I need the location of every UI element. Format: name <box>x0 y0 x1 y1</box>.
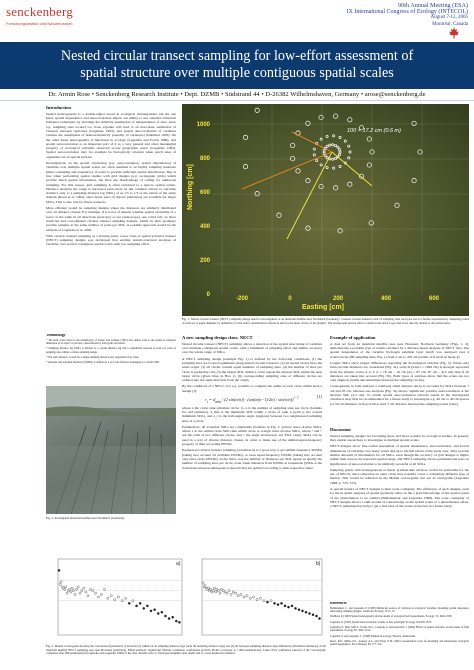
fig3-caption: Fig. 3. Mantel correlogram showing the correlation (Spearman's r) between (a) within-circle sampling distance lags (only 49 sampling distance lags) and (b) all between-sampling-distance-lags differences (Euclidean distances) of the intertidal mudflat NECT sampling area near Hooksiel (Germany). Filled symbols: 'significant' Mantel correlation coefficients (p<0.05, Holm correction, n = 999 permutations). Lines: 95% confidence interval of the correlogram, computed after 999 permutations (Legendre and Legendre 1998) of the data. Results refer to 'hydrogen sulphide layer depth' and to a non-destructive method. <box>46 644 326 656</box>
fig1-map <box>182 104 469 316</box>
data-point <box>85 591 87 593</box>
data-point <box>161 611 163 613</box>
fig1-x-tick: 400 <box>380 296 392 302</box>
data-point <box>215 591 217 593</box>
design-section <box>182 336 322 544</box>
discussion-section <box>330 428 469 552</box>
data-point <box>287 606 289 608</box>
data-point <box>240 593 242 595</box>
fig1-y-tick: 400 <box>199 224 210 230</box>
data-point <box>92 590 94 592</box>
data-point <box>312 614 314 616</box>
data-point <box>117 596 119 598</box>
fig3a-plot <box>46 553 186 643</box>
data-point <box>280 602 282 604</box>
data-point <box>76 588 78 590</box>
senckenberg-logo <box>6 4 73 26</box>
data-point <box>79 592 81 594</box>
brand-name: senckenberg <box>6 4 73 19</box>
discussion-paragraph-1: Nested sampling designs are becoming more and more popular in ecological studies. In general, they enable researchers to investigate at multiple spatial scales. <box>330 433 469 443</box>
data-point <box>212 590 214 592</box>
plot-frame <box>58 559 182 635</box>
reference-item: Bellehumeur, C. and Legendre, P. (1998) Multiscale sources of variation in ecological variables: modeling spatial dispersion, elaborating sampling designs. Landscape Ecology 13:15–25. <box>330 606 469 614</box>
meeting-line-1: 90th Annual Meeting (ESA) <box>398 2 468 9</box>
data-point <box>301 610 303 612</box>
data-point <box>64 588 66 590</box>
panel-label: a) <box>176 561 181 567</box>
data-point <box>213 587 215 589</box>
data-point <box>273 602 275 604</box>
terminology-item: * Sampling distance lag (SDL) is defined as a certain distance lag that is equidistant between at least two pairs of sampling sites within a certain sampling design. <box>46 347 176 354</box>
references-heading: References <box>330 602 347 605</box>
fig1-y-tick: 600 <box>199 190 210 196</box>
fig1-x-tick: 600 <box>428 296 440 302</box>
data-point <box>121 600 123 602</box>
fig1-easting-label: Easting [cm] <box>302 304 345 311</box>
data-point <box>277 604 279 606</box>
intro-paragraph-2: Investigations on the spatial structuring (e.g. autocorrelation, spatial dependence) of variables over multiple spatial scales are often assumed to be highly sampling intensive (time consuming and expensive), in order to provide sufficient spatial information. This is true when performing spatial studies with grid designs (e.g. rectangular grids) which provide much spatial information, but have the disadvantage of calling for numerous sampling. For this reason, grid sampling is often restricted to a narrow spatial extent. Distance analyses the range is narrowed even more by the common advice to calculate statistics only to a sampling distance lag (SDL) of as 1/5 to 1/3 of the extent of the study domain (Rossi et al. 1992), since fewer pairs of objects (distances) are available for larger SDLs. This is also true for linear transects. <box>46 161 176 204</box>
data-point <box>175 620 177 622</box>
data-point <box>270 600 272 602</box>
application-heading: Example of application <box>330 336 376 340</box>
data-point <box>315 615 317 617</box>
discussion-heading: Discussion <box>330 428 351 432</box>
fig1-x-tick: -200 <box>235 296 249 302</box>
title-line-2: spatial structure over multiple contiguous spatial scales <box>80 64 394 81</box>
data-point <box>210 588 212 590</box>
discussion-paragraph-2: NECT designs allow fine-scaled assessment of spatial dependence, autocorrelation, and fractal dimensions of variables over many scales and up to the full extent of the study area. They provide similar amounts of information for all SDLs, even though the accuracy of grid designs is higher within their narrow incorporated spatial range, and NECT sampling allows permutational tests on significance of autocorrelation to be similarly powerful at all SDLs. <box>330 444 469 466</box>
data-point <box>107 597 109 599</box>
data-point <box>172 616 174 618</box>
reference-item: Dutilleul, P. (1993) Spatial heterogeneity and the design of ecological field experiments. Ecology 74: 1646–1658. <box>330 615 453 619</box>
fig1-x-tick: 0 <box>288 296 292 302</box>
data-point <box>71 587 73 589</box>
data-point <box>146 605 148 607</box>
data-point <box>139 602 141 604</box>
data-point <box>60 581 62 583</box>
brand-subtitle: Forschungsinstitut und Naturmuseum <box>6 21 73 26</box>
data-point <box>58 569 60 571</box>
data-point <box>219 592 221 594</box>
fig1-y-tick: 1000 <box>196 122 210 128</box>
application-paragraph-2: Largest SDLs show largest differences regarding the investigated variable (Fig. 3). When only intra-circular distances are considered (Fig. 3a), scale D (with s = 1969 cm) is stronger separated from the smaller scales A to C (l = 18 cm – 16 cm (A) = 87 cm; 87 cm – 415 cm) than if all distances are taken into account (Fig. 3b). Both types of analyses show that the scales are not only aligned (visible discontinuities between the sampling circles). <box>330 360 469 383</box>
fig1-y-tick: 200 <box>199 258 210 264</box>
data-point <box>164 615 166 617</box>
radius-formula: $r_i = d_{min} / (2$ $\sin(\pi/n)) \cdot (\sin(\pi(n-1)/2n) / \sin(\pi/n))^{i-1}$ [1] <box>205 394 322 404</box>
data-point <box>72 590 74 592</box>
data-point <box>103 588 105 590</box>
data-point <box>70 591 72 593</box>
design-heading: A new sampling design class: NECT <box>182 336 253 340</box>
data-point <box>235 592 237 594</box>
data-point <box>168 617 170 619</box>
data-point <box>204 585 206 587</box>
maple-leaf-icon <box>447 27 461 42</box>
data-point <box>228 590 230 592</box>
data-point <box>74 593 76 595</box>
application-paragraph-1: A data set from an intertidal mudflat area near Hooksiel, Northern Germany (Figs. 1, 2), demonstrates a possible type of results obtained by a distance-based analysis of NECT data. The spatial dependence of the variable 'hydrogen sulphide layer depth' was analysed over 4 scales/circles (80 sampling sites, Fig. 1) from 3 cm to 470 cm (results of 6 trials in mode 2). <box>330 341 469 359</box>
plot-frame <box>202 559 322 635</box>
intro-paragraph-3: More efficient would be sampling designs where the distances are similarly distributed over all distance classes. For example, if it is not of interest whether spatial variability of a factor is the same in all directions (isotropy) or not (anisotropy), one could rely on more restricted and cost-efficient circular transect sampling designs, which by their geometry provide samples at the same number of pairs per SDL. A possible approach would be the analysis of Legendre et al. 2004. <box>46 206 176 232</box>
data-point <box>154 609 156 611</box>
data-point <box>266 601 268 603</box>
data-point <box>259 597 261 599</box>
data-point <box>100 593 102 595</box>
data-point <box>87 595 89 597</box>
data-point <box>298 609 300 611</box>
design-paragraph-3: By the conditions of a NECT, it is e.g. possible to compute the radius of each circle within such a design [1]: <box>182 384 322 393</box>
reference-item: Rossi, R.E., Mulla, D.J., Journel, A.G. and Franz, E.H. (1992) Geostatistical tools for modeling and interpreting ecological spatial dependence. Ecol. Monogr. 62: 277–314. <box>330 639 469 647</box>
data-point <box>94 592 96 594</box>
data-point <box>308 612 310 614</box>
data-point <box>263 600 265 602</box>
references-section <box>330 602 469 662</box>
data-point <box>252 596 254 598</box>
fig1-y-tick: 0 <box>206 292 210 298</box>
terminology-item: * Absolute and potential distances (SDSDs) is defined as a set of all distances belonging to a certain SDL. <box>46 361 160 365</box>
fig1-x-tick: 200 <box>332 296 344 302</box>
terminology-item: * The term 'distance' is used for a single sampling distance pair, regardless of its value. <box>46 355 140 359</box>
meeting-location: Montréal, Canada <box>432 21 468 27</box>
meeting-line-2: IX International Congress of Ecology (INTECOL) <box>346 9 468 16</box>
data-point <box>132 600 134 602</box>
design-paragraph-1: Nested circular transect (NECT) sampling allows a detection of the spatial structuring of variables over multiple contiguous spatial scales, with a minimum of sampling effort and similar accuracy over the whole range of SDLs. <box>182 341 322 355</box>
data-point <box>110 595 112 597</box>
data-point <box>284 605 286 607</box>
terminology-heading: Terminology <box>46 334 66 337</box>
data-point <box>178 621 180 623</box>
data-point <box>143 607 145 609</box>
data-point <box>230 593 232 595</box>
title-line-1: Nested circular transect sampling for low-effort assessment of <box>60 48 414 64</box>
design-paragraph-2: A NECT sampling design (example Fig. 1) is defined by the following conditions: (1) the sampling sites are located equidistant along nested circular transects. (2) all nested circles have the same origin. (3) all circles contain equal numbers of sampling sites, (4) the number of sites per circle is preferably odd, (5) the largest SDL within a circle equals the shortest SDL within the next larger circle (given lines in Box 1), (6) corresponding sampling sites of different circles are ordered into the same direction from the origin. <box>182 356 322 383</box>
data-point <box>232 591 234 593</box>
data-point <box>318 617 320 619</box>
fig3b-plot <box>190 553 326 643</box>
data-point <box>128 602 130 604</box>
fig2-caption: Fig. 2. Investigated intertidal mudflat near Norddeich (Germany). <box>46 516 125 520</box>
data-point <box>226 592 228 594</box>
data-point <box>59 583 61 585</box>
fig1-y-tick: 800 <box>199 156 210 162</box>
data-point <box>237 595 239 597</box>
application-section <box>330 336 469 426</box>
data-point <box>305 611 307 613</box>
data-point <box>66 592 68 594</box>
discussion-paragraph-4: A special feature of NECT designs is their scale contiguity. The efficiency of such designs, even for the in-detail analyses of spatial geometry relies on the a priori knowledge of the spatial scales of the phenomenon to be studied (Bellehumeur and Legendre 1998). The scale contiguity of NECT designs allows a sum-around of a knowledge on the spatial scales of a phenomenon exists, a NECT sampling may help to get a first idea of the scales of interest in a future study. <box>330 487 469 509</box>
data-point <box>256 598 258 600</box>
design-paragraph-4: where n the circle rank (smallest circle: 1), n is the number of sampling sites per circle (formula for odd numbers), d_min is the minimum SDL within a circle of rank n (with p, the overall minimum SDL), and e_i is the half-angular angle (degrees) between two neighboured sampling sites of a circle. <box>182 405 322 423</box>
data-point <box>77 586 79 588</box>
mudflat-photo <box>46 386 176 514</box>
data-point <box>217 590 219 592</box>
terminology-item: * The term 'scale' refers to the terminology of Turner and Gardner (1991) who define scale as the spatial or temporal dimension of an object or process, characterized by both grain and extent. <box>46 338 176 346</box>
meeting-info <box>347 3 468 28</box>
reference-item: Legendre, P. and Legendre, L. (1998) Numerical ecology. Elsevier, Amsterdam. <box>330 634 416 638</box>
design-paragraph-6: Equispaced circular transect sampling (condition 6) is a good way to get similar-frequency DSSDs (taking into account all available DSSDs), or even equal-frequency DSSDs (taking into account only intra-circle DSSDs). In the latter case the number of distances per SDL equals in quality the number of sampling sites per circle, even when distances from DSSDs at transitions (SSDs at the transitions between subsequent scales/circles) are splitted according to their respective share. <box>182 448 322 470</box>
application-paragraph-3: Consequently, in both analyses a relatively small distance decay is recorded for SDLs between 7 cm and 93 cm, whereas one analyses (Fig. 3a) shows 'significant' positive autocorrelation at the shortest SDL (4.2 cm). To obtain spatial autocorrelation relevant trends in the investigated variable it may thus be recommended for a future study to investigate e.g. 40 cm to 40 cm spaces (or 50 cm diameter circles) with at least 7 cm distance between the sampling points (sites). <box>330 384 469 406</box>
data-point <box>69 588 71 590</box>
fig1-distance-label: 100 × 17.2 cm (0.6 m) <box>347 128 401 134</box>
data-point <box>294 607 296 609</box>
data-point <box>246 595 248 597</box>
data-point <box>207 587 209 589</box>
panel-label: b) <box>316 561 321 567</box>
data-point <box>83 587 85 589</box>
reference-item: Legendre, P. (1993) Spatial autocorrelation: trouble or new paradigm? Ecology 74:1659–1673. <box>330 620 432 624</box>
design-paragraph-5: Furthermore, all available SDLs are computable (formula in Fig. 1; yellow: inter-circular SDLs, where i, k: the within-circle SDL rank within circle n; orange: inter-circular SDLs, where ^ and ^ are the radii of two different circles, and ^ the angle in-between; see EXT. rank). SDLs can be used in a way of diverse distance classes, in order to make use of the similar/equal-frequency property of their according DSSDs. <box>182 424 322 447</box>
discussion-paragraph-3: Sampling points with homogeneous or linear gradient-like surfaces would be preferable for the use of NECTs, since otherwise an outer circle may possibly cover a completely different type of habitat. This would be reflected in the Mantel correlogram, but not in variograms (Legendre 1998, p. 723, 725). <box>330 467 469 485</box>
data-point <box>114 598 116 600</box>
data-point <box>291 605 293 607</box>
data-point <box>202 582 204 584</box>
intro-heading: Introduction <box>46 106 71 110</box>
poster-title-banner <box>0 42 474 89</box>
fig1-caption: Fig. 1. Nested circular transect (NECT) sampling design used for investigation of an intertidal mudflat near Norddeich (Germany). 3 nested circular transects with 74 sampling sites each (see text for further explanations). Sampling points of each set of equal diameter by definition, for the better visualization reduced in size for the inner circles of the graphic. The background picture shows a small-scale surface spot and is not directly related to the plotted sites. <box>182 317 469 325</box>
fig1-northing-label: Northing [cm] <box>187 164 194 210</box>
data-point <box>125 597 127 599</box>
data-point <box>97 596 99 598</box>
data-point <box>89 588 91 590</box>
data-point <box>65 586 67 588</box>
reference-item: Legendre, P., Dale, M.R.T., Fortin, M.-J., Casgrain, P. and Gurevitch, J. (2004) Effects of spatial structures on the results of field experiments. Ecology 85: 3202–3214. <box>330 625 469 633</box>
data-point <box>81 590 83 592</box>
data-point <box>224 591 226 593</box>
data-point <box>243 596 245 598</box>
author-line: Dr. Armin Rose • Senckenberg Research Institute • Dept. DZMB • Südstrand 44 • D-26382 Wilhelmshaven, Germany • arose@senckenberg.de <box>0 89 474 101</box>
data-point <box>157 612 159 614</box>
intro-paragraph-4: With circular transect sampling as a starting point, a new class of spatial (circular transect (NECT) sampling designs was developed that enables spatial-structural analyses of variables over several contiguous spatial scales with low sampling effort. <box>46 233 176 247</box>
data-point <box>135 605 137 607</box>
formula-number: [1] <box>316 394 322 400</box>
meeting-date: August 7-12, 2005 <box>430 15 468 21</box>
poster-header <box>0 0 474 42</box>
intro-section <box>46 106 176 342</box>
intro-paragraph-1: Spatial heterogeneity is a double-edged sword in ecological investigations. On the one hand, spatial dependence and autocorrelation impair our ability to use standard statistical inference techniques by violating the ANOVA assumption of independence of data, since e.g. sampling sites located too close together will lead to an inaccurate estimation of variance between replicates (Legendre 1993), and spatial autocorrelation of variables violates the assumption of homoscedasticity (equality of variances) (Dutilleul 1993). On the other hand, heterogeneity is functional in ecology (Legendre and Fortin 1989), and spatial autocorrelation is an important part of it as a very general and often meaningful property of ecological variables observed across geographic space (Legendre 1993). Spatial autocorrelation may for example be biologically relevant when patch sizes of organisms are of special interest. <box>46 111 176 159</box>
terminology-section <box>46 334 176 384</box>
data-point <box>150 610 152 612</box>
data-point <box>249 597 251 599</box>
